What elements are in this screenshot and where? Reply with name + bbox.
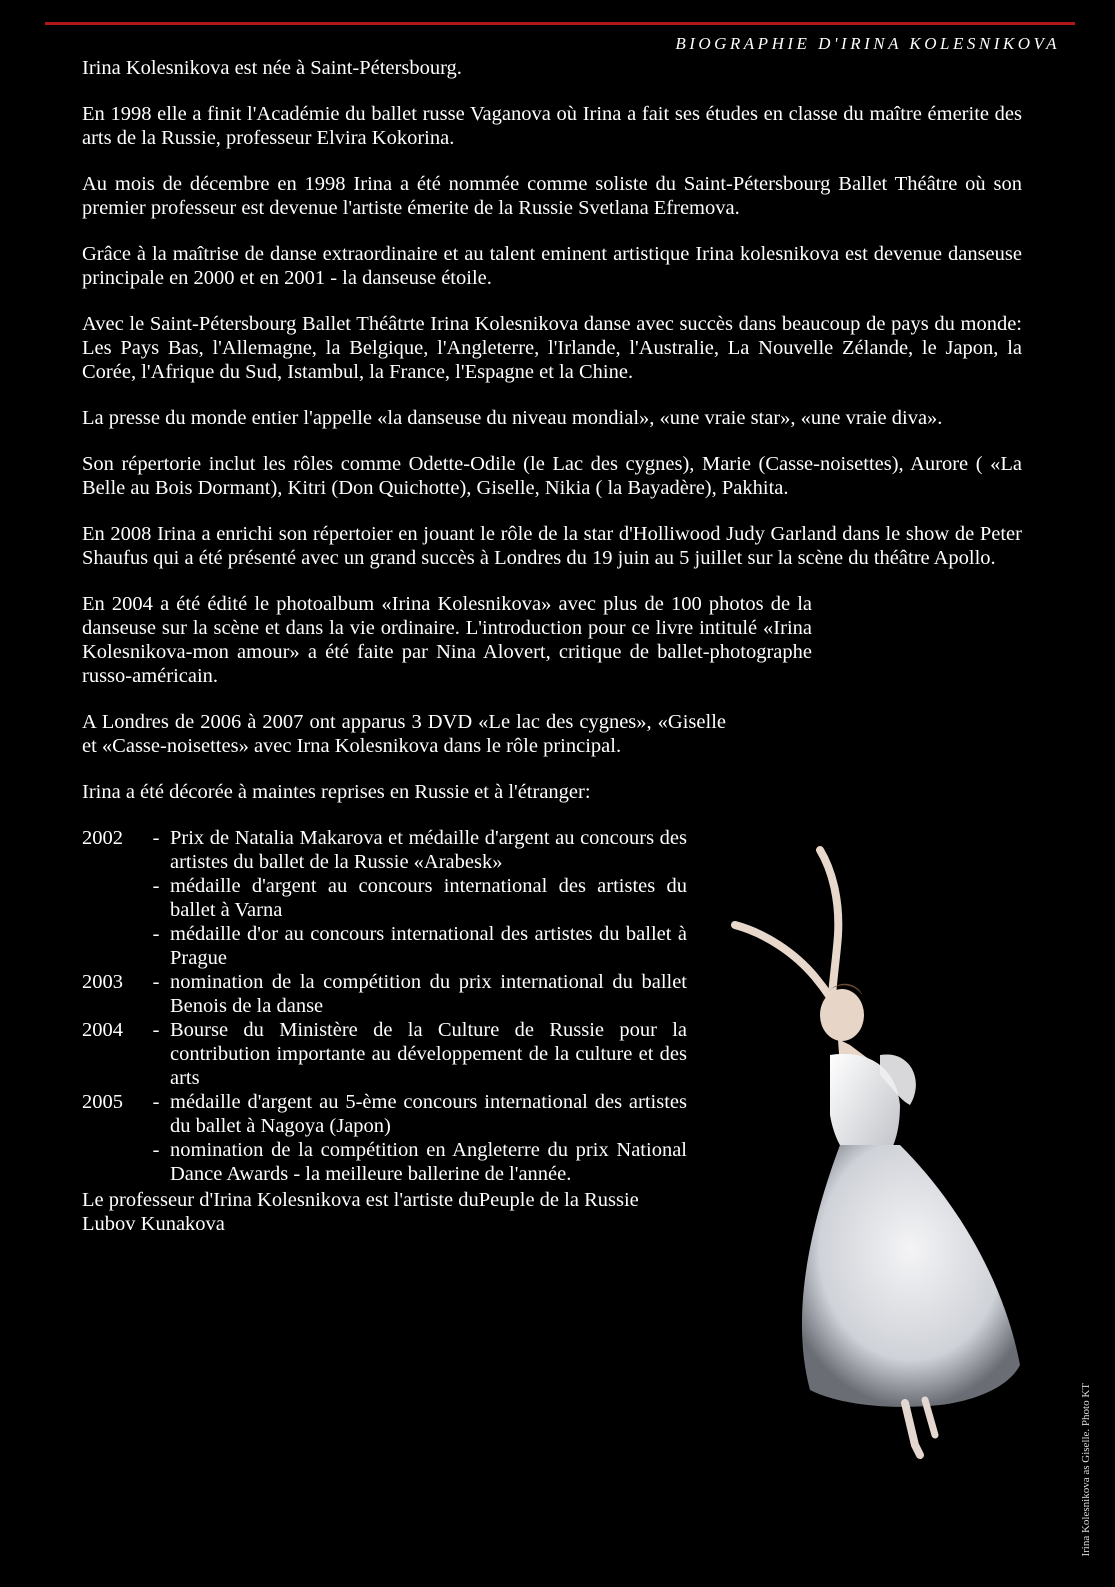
award-year: 2003 xyxy=(82,971,123,993)
photo-credit: Irina Kolesnikova as Giselle. Photo KT xyxy=(1080,1383,1092,1557)
paragraph: Grâce à la maîtrise de danse extraordinaire et au talent eminent artistique Irina kolesnikova est devenue danseuse principale en 2000 et en 2001 - la danseuse étoile. xyxy=(82,243,1022,289)
paragraph: La presse du monde entier l'appelle «la danseuse du niveau mondial», «une vraie star», «une vraie diva». xyxy=(82,407,943,429)
award-item xyxy=(82,1138,687,1186)
award-text: médaille d'argent au 5-ème concours international des artistes du ballet à Nagoya (Japon) xyxy=(170,1091,687,1137)
award-dash: - xyxy=(152,1139,160,1161)
award-item xyxy=(82,970,687,1018)
award-year xyxy=(82,874,142,922)
award-item xyxy=(82,874,687,922)
award-dash: - xyxy=(152,1091,160,1113)
paragraph: Son répertorie inclut les rôles comme Odette-Odile (le Lac des cygnes), Marie (Casse-noisettes), Aurore ( «La Belle au Bois Dormant), Kitri (Don Quichotte), Giselle, Nikia ( la Bayadère), Pakhita. xyxy=(82,453,1022,499)
award-year xyxy=(82,922,142,970)
award-item xyxy=(82,922,687,970)
header-rule xyxy=(45,22,1075,25)
award-text: médaille d'argent au concours international des artistes du ballet à Varna xyxy=(170,875,687,921)
paragraph: A Londres de 2006 à 2007 ont apparus 3 DVD «Le lac des cygnes», «Giselle et «Casse-noisettes» avec Irna Kolesnikova dans le rôle principal. xyxy=(82,711,726,757)
award-text: nomination de la compétition du prix international du ballet Benois de la danse xyxy=(170,971,687,1017)
award-dash: - xyxy=(152,875,160,897)
award-text: Prix de Natalia Makarova et médaille d'argent au concours des artistes du ballet de la Russie «Arabesk» xyxy=(170,827,687,873)
award-text: Bourse du Ministère de la Culture de Russie pour la contribution importante au développement de la culture et des arts xyxy=(170,1019,687,1089)
award-item xyxy=(82,1090,687,1138)
award-year xyxy=(82,1138,142,1186)
paragraph: En 2004 a été édité le photoalbum «Irina Kolesnikova» avec plus de 100 photos de la danseuse sur la scène et dans la vie ordinaire. L'introduction pour ce livre intitulé «Irina Kolesnikova-mon amour» a été faite par Nina Alovert, critique de ballet-photographe russo-américain. xyxy=(82,593,812,687)
paragraph: Irina a été décorée à maintes reprises en Russie et à l'étranger: xyxy=(82,781,591,803)
award-dash: - xyxy=(152,923,160,945)
award-dash: - xyxy=(152,827,160,849)
ballerina-illustration xyxy=(720,845,1050,1525)
paragraph: Au mois de décembre en 1998 Irina a été nommée comme soliste du Saint-Pétersbourg Ballet Théâtre où son premier professeur est devenue l'artiste émerite de la Russie Svetlana Efremova. xyxy=(82,173,1022,219)
award-text: nomination de la compétition en Angleterre du prix National Dance Awards - la meilleure ballerine de l'année. xyxy=(170,1139,687,1185)
award-year: 2005 xyxy=(82,1091,123,1113)
dancer-photo xyxy=(720,845,1050,1525)
award-item xyxy=(82,1018,687,1090)
page-title: BIOGRAPHIE D'IRINA KOLESNIKOVA xyxy=(675,34,1060,53)
closing-text: Le professeur d'Irina Kolesnikova est l'artiste duPeuple de la Russie Lubov Kunakova xyxy=(82,1189,639,1235)
award-year: 2004 xyxy=(82,1019,123,1041)
paragraph: En 1998 elle a finit l'Académie du ballet russe Vaganova où Irina a fait ses études en classe du maître émerite des arts de la Russie, professeur Elvira Kokorina. xyxy=(82,103,1022,149)
award-dash: - xyxy=(152,971,160,993)
award-text: médaille d'or au concours international des artistes du ballet à Prague xyxy=(170,923,687,969)
paragraph: Irina Kolesnikova est née à Saint-Pétersbourg. xyxy=(82,57,462,79)
paragraph: En 2008 Irina a enrichi son répertoier en jouant le rôle de la star d'Holliwood Judy Garland dans le show de Peter Shaufus qui a été présenté avec un grand succès à Londres du 19 juin au 5 juillet sur la scène du théâtre Apollo. xyxy=(82,523,1022,569)
awards-list xyxy=(82,826,687,1186)
award-item xyxy=(82,826,687,874)
paragraph: Avec le Saint-Pétersbourg Ballet Théâtrte Irina Kolesnikova danse avec succès dans beaucoup de pays du monde: Les Pays Bas, l'Allemagne, la Belgique, l'Angleterre, l'Irlande, l'Australie, La Nouvelle Zélande, le Japon, la Corée, l'Afrique du Sud, Istambul, la France, l'Espagne et la Chine. xyxy=(82,313,1022,383)
award-dash: - xyxy=(152,1019,160,1041)
award-year: 2002 xyxy=(82,827,123,849)
